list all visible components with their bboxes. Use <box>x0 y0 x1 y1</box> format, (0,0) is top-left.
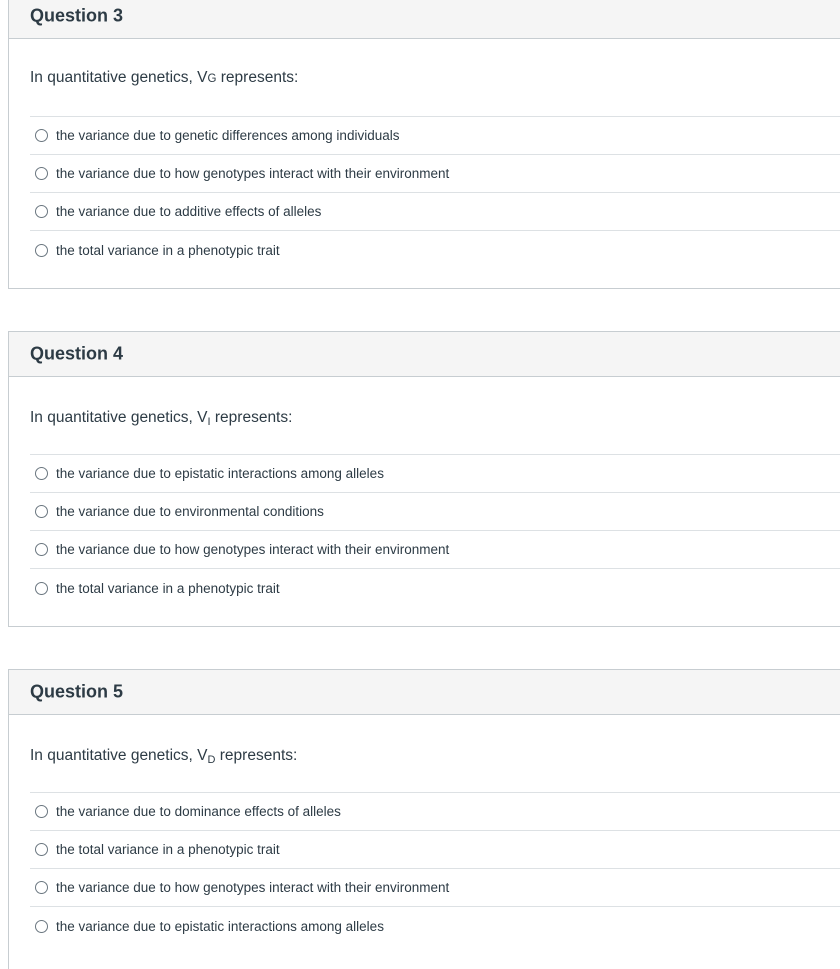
radio-button[interactable] <box>35 582 48 595</box>
answer-option[interactable] <box>30 793 840 831</box>
question-5-header <box>9 670 840 715</box>
answer-label[interactable]: the variance due to how genotypes interact with their environment <box>56 166 450 181</box>
answer-option[interactable] <box>30 117 840 155</box>
prompt-text-end: represents: <box>210 409 293 426</box>
answer-label[interactable]: the variance due to genetic differences among individuals <box>56 128 400 143</box>
prompt-text: In quantitative genetics, V <box>30 69 208 86</box>
radio-button[interactable] <box>35 543 48 556</box>
question-4-card <box>8 331 840 627</box>
question-3-card <box>8 0 840 289</box>
answer-option[interactable] <box>30 869 840 907</box>
answer-option[interactable] <box>30 569 840 607</box>
answer-list <box>30 116 840 269</box>
answer-option[interactable] <box>30 493 840 531</box>
prompt-text: In quantitative genetics, V <box>30 409 208 426</box>
answer-list <box>30 454 840 607</box>
prompt-text-end: represents: <box>215 747 298 764</box>
radio-button[interactable] <box>35 881 48 894</box>
prompt-subscript: G <box>207 73 217 85</box>
prompt-text-end: represents: <box>216 69 299 86</box>
radio-button[interactable] <box>35 129 48 142</box>
question-3-header <box>9 0 840 39</box>
answer-label[interactable]: the variance due to how genotypes interact with their environment <box>56 880 450 895</box>
answer-label[interactable]: the variance due to epistatic interactions among alleles <box>56 466 384 481</box>
question-prompt <box>30 69 298 87</box>
answer-option[interactable] <box>30 907 840 945</box>
answer-label[interactable]: the variance due to how genotypes interact with their environment <box>56 542 450 557</box>
answer-label[interactable]: the variance due to epistatic interactions among alleles <box>56 918 384 934</box>
radio-button[interactable] <box>35 244 48 257</box>
prompt-text: In quantitative genetics, V <box>30 747 208 764</box>
answer-label[interactable]: the variance due to additive effects of alleles <box>56 204 322 219</box>
answer-list <box>30 792 840 945</box>
radio-button[interactable] <box>35 805 48 818</box>
radio-button[interactable] <box>35 205 48 218</box>
radio-button[interactable] <box>35 920 48 933</box>
answer-option[interactable] <box>30 193 840 231</box>
radio-button[interactable] <box>35 505 48 518</box>
question-prompt <box>30 409 292 427</box>
question-title: Question 5 <box>30 681 124 702</box>
answer-option[interactable] <box>30 831 840 869</box>
question-5-card <box>8 669 840 969</box>
answer-label[interactable]: the variance due to dominance effects of alleles <box>56 804 341 819</box>
answer-label[interactable]: the variance due to environmental conditions <box>56 504 324 519</box>
answer-label[interactable]: the total variance in a phenotypic trait <box>56 242 280 258</box>
answer-option[interactable] <box>30 231 840 269</box>
radio-button[interactable] <box>35 467 48 480</box>
prompt-subscript: D <box>207 754 216 766</box>
answer-label[interactable]: the total variance in a phenotypic trait <box>56 580 280 596</box>
question-title: Question 4 <box>30 343 124 364</box>
question-prompt <box>30 747 297 765</box>
radio-button[interactable] <box>35 843 48 856</box>
question-title: Question 3 <box>30 5 124 26</box>
answer-option[interactable] <box>30 155 840 193</box>
radio-button[interactable] <box>35 167 48 180</box>
question-4-header <box>9 332 840 377</box>
answer-label[interactable]: the total variance in a phenotypic trait <box>56 842 280 857</box>
answer-option[interactable] <box>30 531 840 569</box>
prompt-subscript: I <box>207 416 211 428</box>
answer-option[interactable] <box>30 455 840 493</box>
